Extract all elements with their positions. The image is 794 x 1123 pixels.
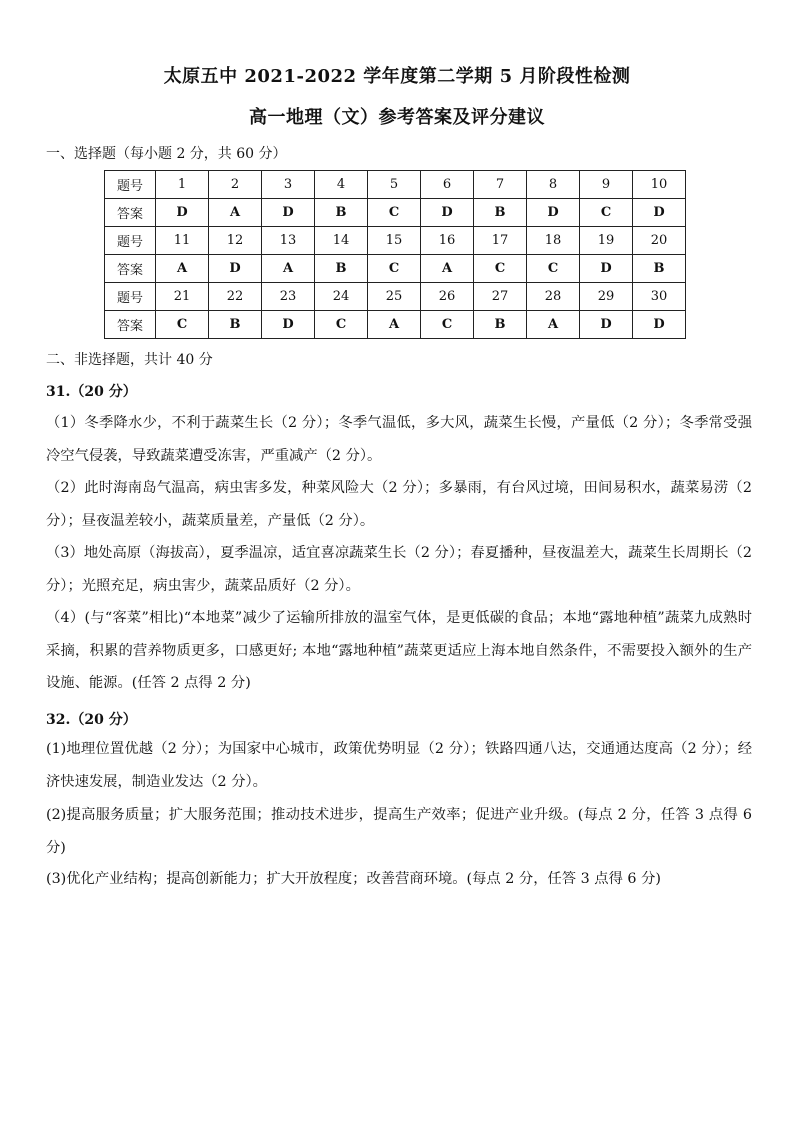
answer-cell: C	[421, 311, 474, 339]
question-number-cell: 6	[421, 171, 474, 199]
table-row	[105, 227, 686, 255]
answer-cell: D	[156, 199, 209, 227]
question-number-cell: 19	[580, 227, 633, 255]
answer-cell: C	[580, 199, 633, 227]
q31-answer-4: （4）(与“客菜”相比)“本地菜”减少了运输所排放的温室气体，是更低碳的食品；本地“露地种植”蔬菜九成熟时采摘，积累的营养物质更多，口感更好; 本地“露地种植”蔬菜更适应上海本地自然条件，不需要投入额外的生产设施、能源。(任答 2 点得 2 分)	[46, 610, 752, 691]
answer-cell: A	[421, 255, 474, 283]
answer-cell: D	[580, 255, 633, 283]
question-number-cell: 1	[156, 171, 209, 199]
answer-cell: C	[156, 311, 209, 339]
question-number-cell: 16	[421, 227, 474, 255]
q31-answer-2: （2）此时海南岛气温高，病虫害多发，种菜风险大（2 分）；多暴雨，有台风过境，田间易积水，蔬菜易涝（2 分）；昼夜温差较小，蔬菜质量差，产量低（2 分）。	[46, 480, 752, 529]
q32-answer-3: (3)优化产业结构；提高创新能力；扩大开放程度；改善营商环境。(每点 2 分，任答 3 点得 6 分)	[46, 871, 661, 887]
answer-cell: A	[527, 311, 580, 339]
question-number-cell: 7	[474, 171, 527, 199]
question-number-cell: 14	[315, 227, 368, 255]
question-number-cell: 26	[421, 283, 474, 311]
question-number-cell: 13	[262, 227, 315, 255]
answer-cell: D	[633, 199, 686, 227]
q32-answer-1: (1)地理位置优越（2 分）；为国家中心城市，政策优势明显（2 分）；铁路四通八达，交通通达度高（2 分）；经济快速发展，制造业发达（2 分）。	[46, 741, 752, 790]
question-number-cell: 18	[527, 227, 580, 255]
answer-cell: B	[315, 255, 368, 283]
question-number-cell: 30	[633, 283, 686, 311]
question-number-cell: 2	[209, 171, 262, 199]
section-1-heading: 一、选择题（每小题 2 分，共 60 分）	[46, 146, 287, 162]
answer-cell: D	[421, 199, 474, 227]
q31-answer-1: （1）冬季降水少，不利于蔬菜生长（2 分）；冬季气温低，多大风，蔬菜生长慢，产量低（2 分）；冬季常受强冷空气侵袭，导致蔬菜遭受冻害，严重减产（2 分）。	[46, 415, 752, 464]
answer-cell: C	[474, 255, 527, 283]
question-number-cell: 9	[580, 171, 633, 199]
page-title: 太原五中 2021-2022 学年度第二学期 5 月阶段性检测	[163, 66, 631, 87]
row-label: 答案	[105, 311, 156, 339]
answer-cell: C	[315, 311, 368, 339]
answer-cell: B	[209, 311, 262, 339]
answer-cell: D	[633, 311, 686, 339]
page-subtitle: 高一地理（文）参考答案及评分建议	[249, 107, 545, 128]
question-number-cell: 24	[315, 283, 368, 311]
answer-cell: D	[527, 199, 580, 227]
answer-cell: C	[368, 255, 421, 283]
table-row	[105, 311, 686, 339]
question-number-cell: 27	[474, 283, 527, 311]
question-number-cell: 3	[262, 171, 315, 199]
question-number-cell: 15	[368, 227, 421, 255]
question-number-cell: 17	[474, 227, 527, 255]
question-number-cell: 5	[368, 171, 421, 199]
table-row	[105, 171, 686, 199]
question-number-cell: 22	[209, 283, 262, 311]
row-label: 题号	[105, 283, 156, 311]
question-number-cell: 28	[527, 283, 580, 311]
answer-cell: A	[262, 255, 315, 283]
answer-cell: B	[315, 199, 368, 227]
q32-answer-2: (2)提高服务质量；扩大服务范围；推动技术进步，提高生产效率；促进产业升级。(每点 2 分，任答 3 点得 6 分)	[46, 807, 752, 856]
answer-table	[104, 170, 686, 339]
row-label: 题号	[105, 171, 156, 199]
answer-cell: D	[262, 199, 315, 227]
question-number-cell: 25	[368, 283, 421, 311]
row-label: 答案	[105, 255, 156, 283]
section-2-heading: 二、非选择题，共计 40 分	[46, 352, 213, 368]
q31-heading: 31.（20 分）	[46, 384, 137, 400]
table-row	[105, 255, 686, 283]
question-number-cell: 12	[209, 227, 262, 255]
answer-cell: A	[156, 255, 209, 283]
answer-cell: B	[474, 311, 527, 339]
row-label: 题号	[105, 227, 156, 255]
answer-cell: D	[262, 311, 315, 339]
question-number-cell: 23	[262, 283, 315, 311]
question-number-cell: 29	[580, 283, 633, 311]
answer-cell: D	[580, 311, 633, 339]
table-row	[105, 199, 686, 227]
answer-cell: D	[209, 255, 262, 283]
answer-cell: C	[527, 255, 580, 283]
q32-heading: 32.（20 分）	[46, 712, 137, 728]
answer-cell: A	[368, 311, 421, 339]
question-number-cell: 8	[527, 171, 580, 199]
question-number-cell: 10	[633, 171, 686, 199]
table-row	[105, 283, 686, 311]
answer-cell: B	[474, 199, 527, 227]
answer-cell: C	[368, 199, 421, 227]
answer-cell: A	[209, 199, 262, 227]
question-number-cell: 11	[156, 227, 209, 255]
question-number-cell: 4	[315, 171, 368, 199]
row-label: 答案	[105, 199, 156, 227]
question-number-cell: 21	[156, 283, 209, 311]
question-number-cell: 20	[633, 227, 686, 255]
q31-answer-3: （3）地处高原（海拔高），夏季温凉，适宜喜凉蔬菜生长（2 分）；春夏播种，昼夜温差大，蔬菜生长周期长（2 分）；光照充足，病虫害少，蔬菜品质好（2 分）。	[46, 545, 752, 594]
answer-cell: B	[633, 255, 686, 283]
